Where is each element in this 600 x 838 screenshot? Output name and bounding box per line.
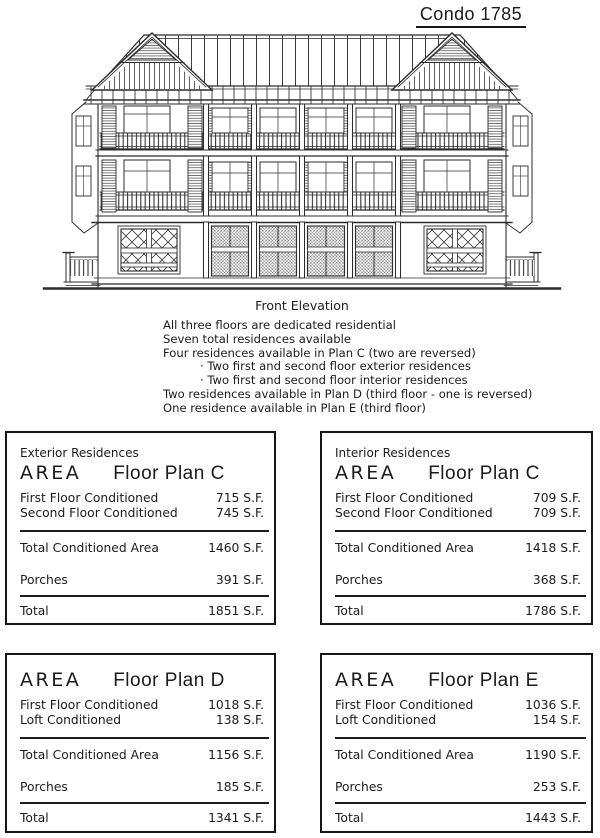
front-elevation-drawing (42, 26, 562, 296)
table-row-total-conditioned (335, 748, 581, 763)
area-label: AREA (20, 462, 82, 484)
note-line-bullet: · Two first and second floor exterior residences (200, 359, 471, 374)
row-label: Second Floor Conditioned (335, 505, 493, 520)
row-label: Porches (20, 779, 68, 794)
table-row-total (335, 604, 581, 619)
table-row (335, 713, 581, 728)
row-value: 1018 S.F. (208, 698, 264, 712)
table-divider (20, 595, 269, 597)
row-label: Total Conditioned Area (20, 541, 159, 555)
row-value: 1786 S.F. (525, 604, 581, 618)
elevation-linework (44, 33, 560, 289)
table-row-total (20, 811, 264, 826)
area-table-interior-plan-c (320, 431, 593, 625)
plan-label: Floor Plan C (113, 463, 225, 484)
table-row-porches (20, 780, 264, 795)
table-subtitle: Exterior Residences (20, 446, 139, 460)
row-label: Total (335, 811, 364, 825)
row-value: 709 S.F. (532, 491, 581, 505)
row-label: First Floor Conditioned (335, 698, 474, 712)
table-header (335, 462, 581, 485)
table-header (20, 462, 264, 485)
table-row (20, 698, 264, 713)
row-label: First Floor Conditioned (20, 491, 159, 505)
row-value: 138 S.F. (215, 712, 264, 727)
note-line: One residence available in Plan E (third floor) (163, 400, 426, 415)
row-label: Total Conditioned Area (20, 748, 159, 762)
note-line: Four residences available in Plan C (two are reversed) (163, 345, 476, 360)
table-row (335, 506, 581, 521)
table-row-porches (20, 573, 264, 588)
area-label: AREA (335, 462, 397, 484)
row-value: 1443 S.F. (525, 811, 581, 825)
row-value: 1418 S.F. (525, 541, 581, 555)
table-row-total-conditioned (20, 541, 264, 556)
area-label: AREA (335, 669, 397, 691)
row-value: 1341 S.F. (208, 811, 264, 825)
row-value: 715 S.F. (215, 491, 264, 505)
note-line-bullet: · Two first and second floor interior residences (200, 373, 468, 388)
row-value: 1036 S.F. (525, 698, 581, 712)
table-row-total-conditioned (20, 748, 264, 763)
table-row-porches (335, 780, 581, 795)
row-value: 368 S.F. (532, 572, 581, 587)
area-label: AREA (20, 669, 82, 691)
row-value: 154 S.F. (532, 712, 581, 727)
table-divider (335, 530, 586, 532)
area-table-exterior-plan-c (5, 431, 276, 625)
row-value: 391 S.F. (215, 572, 264, 587)
row-label: First Floor Conditioned (20, 698, 159, 712)
row-label: Total (20, 811, 49, 825)
plan-label: Floor Plan C (428, 463, 540, 484)
table-subtitle: Interior Residences (335, 446, 451, 460)
plan-label: Floor Plan E (428, 670, 539, 691)
row-label: Second Floor Conditioned (20, 505, 178, 520)
table-divider (20, 802, 269, 804)
table-row-porches (335, 573, 581, 588)
sheet-title: Condo 1785 (416, 4, 526, 28)
note-line: Two residences available in Plan D (third floor - one is reversed) (163, 386, 533, 401)
row-label: First Floor Conditioned (335, 491, 474, 505)
note-line: Seven total residences available (163, 331, 352, 346)
table-divider (335, 595, 586, 597)
row-value: 1156 S.F. (208, 748, 264, 762)
note-line: All three floors are dedicated residential (163, 318, 396, 332)
row-value: 745 S.F. (215, 505, 264, 520)
row-label: Loft Conditioned (335, 712, 437, 727)
table-divider (335, 737, 586, 739)
area-table-plan-d (5, 653, 276, 833)
row-label: Porches (335, 779, 383, 794)
table-header (20, 669, 264, 692)
table-row (335, 491, 581, 506)
row-value: 185 S.F. (215, 779, 264, 794)
table-row (20, 506, 264, 521)
table-header (335, 669, 581, 692)
row-label: Total (20, 604, 49, 618)
table-divider (335, 802, 586, 804)
row-label: Porches (335, 572, 383, 587)
row-value: 709 S.F. (532, 505, 581, 520)
row-label: Total Conditioned Area (335, 748, 474, 762)
table-row (20, 491, 264, 506)
table-divider (20, 737, 269, 739)
plan-label: Floor Plan D (113, 670, 225, 691)
table-row-total (335, 811, 581, 826)
row-value: 1851 S.F. (208, 604, 264, 618)
row-value: 1460 S.F. (208, 541, 264, 555)
row-label: Total (335, 604, 364, 618)
table-divider (20, 530, 269, 532)
table-row (20, 713, 264, 728)
table-row-total-conditioned (335, 541, 581, 556)
row-label: Loft Conditioned (20, 712, 122, 727)
row-label: Porches (20, 572, 68, 587)
row-value: 1190 S.F. (525, 748, 581, 762)
area-table-plan-e (320, 653, 593, 833)
notes-block (163, 319, 532, 416)
drawing-caption: Front Elevation (255, 298, 349, 313)
table-row-total (20, 604, 264, 619)
row-value: 253 S.F. (532, 779, 581, 794)
row-label: Total Conditioned Area (335, 541, 474, 555)
table-row (335, 698, 581, 713)
